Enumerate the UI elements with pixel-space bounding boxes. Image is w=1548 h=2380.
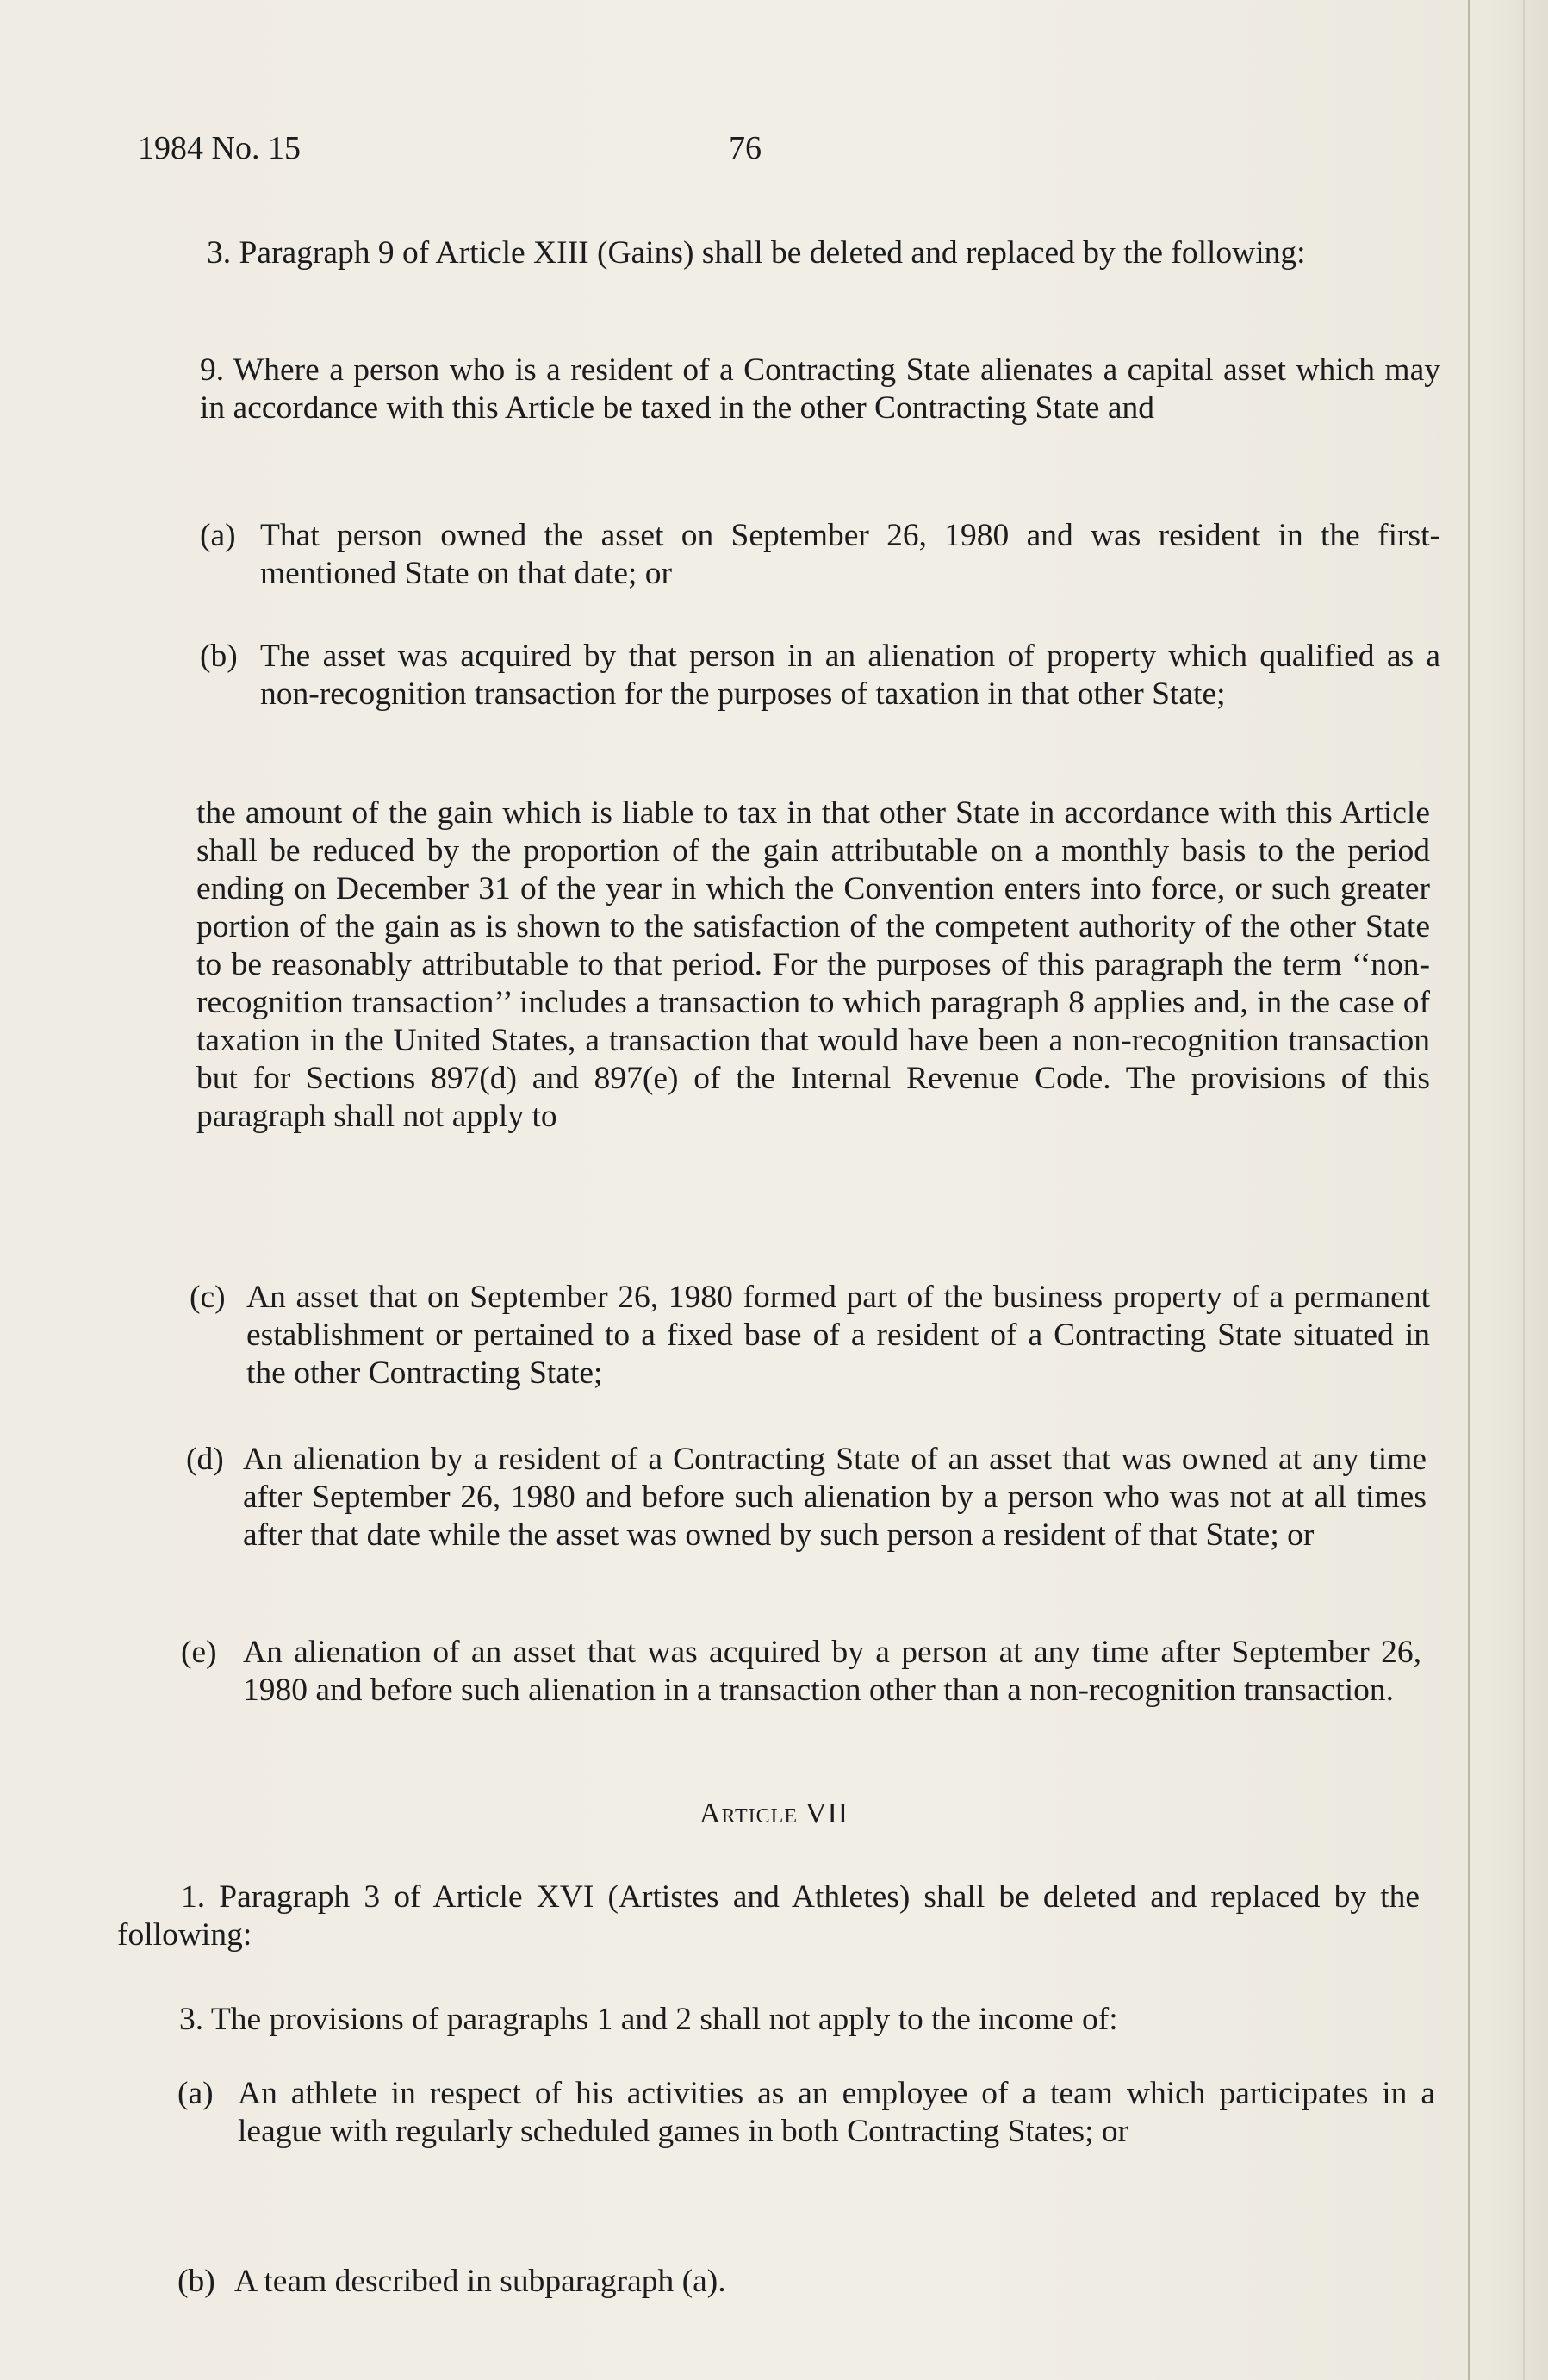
article-7-paragraph-3: 3. The provisions of paragraphs 1 and 2 shall not apply to the income of:	[179, 2002, 1118, 2037]
document-header: 1984 No. 15	[138, 130, 301, 166]
article-heading: Article VII	[699, 1797, 849, 1829]
item-text: An alienation by a resident of a Contracting State of an asset that was owned at any time after September 26, 1980 and before such alienation by a person who was not at all times after that date while the asset was owned by such person a resident of that State; or	[243, 1442, 1427, 1553]
item-text: An alienation of an asset that was acquired by a person at any time after September 26, 1980 and before such alienation in a transaction other than a non-recognition transaction.	[243, 1635, 1421, 1708]
page-edge-line	[1523, 0, 1525, 2380]
item-text: An asset that on September 26, 1980 formed part of the business property of a permanent establishment or pertained to a fixed base of a resident of a Contracting State situated in the other Contracting State;	[246, 1280, 1430, 1391]
list-item-athlete	[177, 2075, 1435, 2151]
item-text: The asset was acquired by that person in an alienation of property which qualified as a non-recognition transaction for the purposes of taxation in that other State;	[260, 639, 1440, 712]
binding-edge-line	[1468, 0, 1470, 2380]
article-7-paragraph-1: 1. Paragraph 3 of Article XVI (Artistes and Athletes) shall be deleted and replaced by the following:	[117, 1879, 1420, 1953]
list-item-team	[177, 2263, 1435, 2301]
item-text: That person owned the asset on September 26, 1980 and was resident in the first-mentioned State on that date; or	[260, 518, 1440, 591]
list-item-e	[181, 1634, 1421, 1710]
list-item-c	[190, 1279, 1430, 1392]
paragraph-3-intro: 3. Paragraph 9 of Article XIII (Gains) shall be deleted and replaced by the following:	[207, 235, 1306, 271]
paragraph-9-intro: 9. Where a person who is a resident of a Contracting State alienates a capital asset which may in accordance with this Article be taxed in the other Contracting State and	[200, 352, 1440, 426]
list-item-a	[200, 517, 1440, 593]
item-label: (b)	[177, 2264, 215, 2299]
item-label: (c)	[190, 1280, 226, 1315]
item-label: (b)	[200, 639, 238, 674]
page-number: 76	[729, 130, 762, 166]
list-item-b	[200, 638, 1440, 713]
item-label: (d)	[186, 1442, 224, 1477]
paragraph-9-body: the amount of the gain which is liable to tax in that other State in accordance with this Article shall be reduced by the proportion of the gain attributable on a monthly basis to the period ending on December 31 of the year in which the Convention enters into force, or such greater portion of the gain as is shown to the satisfaction of the competent authority of the other State to be reasonably attributable to that period. For the purposes of this paragraph the term ‘‘non-recognition transaction’’ includes a transaction to which paragraph 8 applies and, in the case of taxation in the United States, a transaction that would have been a non-recognition transaction but for Sections 897(d) and 897(e) of the Internal Revenue Code. The provisions of this paragraph shall not apply to	[196, 795, 1430, 1134]
item-text: A team described in subparagraph (a).	[234, 2264, 726, 2299]
item-label: (a)	[177, 2076, 214, 2111]
item-label: (a)	[200, 518, 236, 553]
item-text: An athlete in respect of his activities as an employee of a team which participates in a league with regularly scheduled games in both Contracting States; or	[238, 2076, 1435, 2149]
item-label: (e)	[181, 1635, 217, 1670]
list-item-d	[186, 1441, 1427, 1554]
